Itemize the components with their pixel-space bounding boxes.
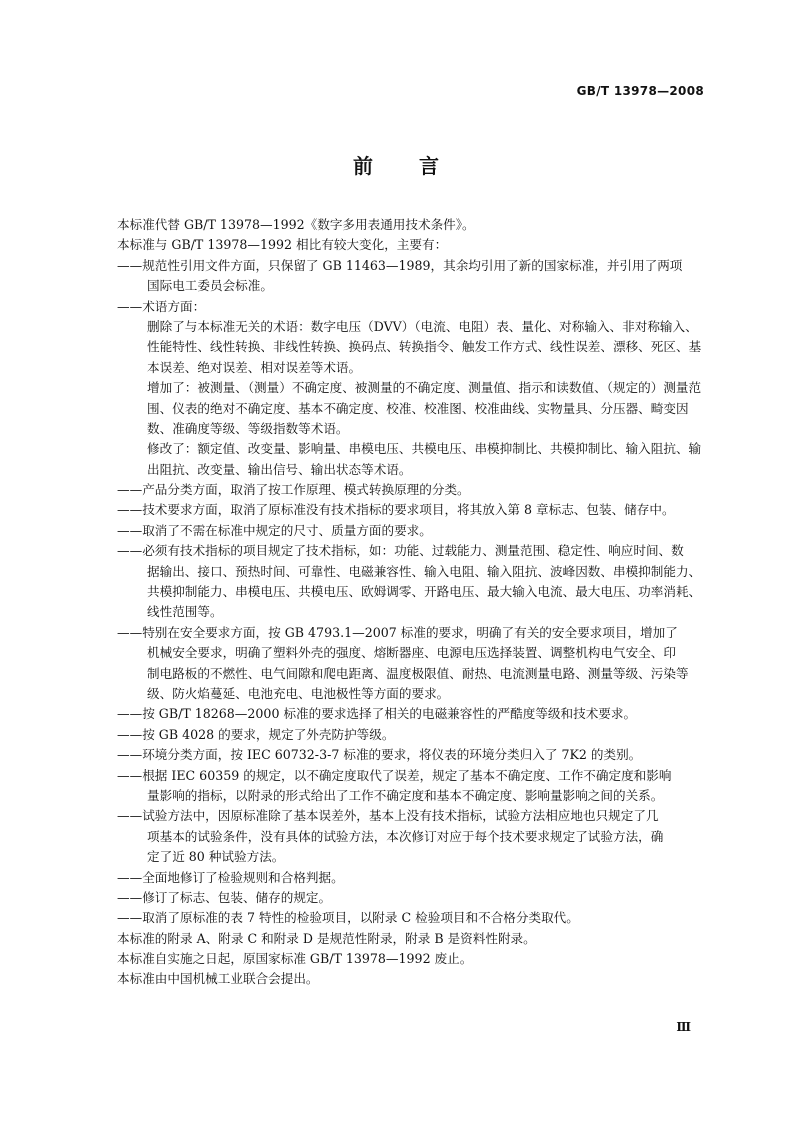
- text-line: 机械安全要求，明确了塑料外壳的强度、熔断器座、电源电压选择装置、调整机构电气安全、印: [147, 645, 676, 661]
- text-line: ——必须有技术指标的项目规定了技术指标，如：功能、过载能力、测量范围、稳定性、响应时间、数: [117, 543, 684, 559]
- text-line: 修改了：额定值、改变量、影响量、串模电压、共模电压、串模抑制比、共模抑制比、输入阻抗、输: [147, 441, 702, 457]
- text-line: 本误差、绝对误差、相对误差等术语。: [147, 359, 362, 375]
- text-line: ——根据 IEC 60359 的规定，以不确定度取代了误差，规定了基本不确定度、工作不确定度和影响: [117, 767, 672, 783]
- page-title: 前 言: [353, 154, 441, 178]
- text-line: 删除了与本标准无关的术语：数字电压（DVV）（电流、电阻）表、量化、对称输入、非对称输入、: [147, 318, 698, 334]
- text-line: 围、仪表的绝对不确定度、基本不确定度、校准、校准图、校准曲线、实物量具、分压器、畸变因: [147, 400, 689, 416]
- text-line: ——修订了标志、包装、储存的规定。: [117, 889, 332, 905]
- text-line: 增加了：被测量、（测量）不确定度、被测量的不确定度、测量值、指示和读数值、（规定的）测量范: [147, 380, 702, 396]
- text-line: 共模抑制能力、串模电压、共模电压、欧姆调零、开路电压、最大输入电流、最大电压、功率消耗、: [147, 584, 702, 600]
- text-line: 性能特性、线性转换、非线性转换、换码点、转换指令、触发工作方式、线性误差、漂移、死区、基: [147, 339, 702, 355]
- text-line: ——环境分类方面，按 IEC 60732-3-7 标准的要求，将仪表的环境分类归入了 7K2 的类别。: [117, 747, 642, 763]
- text-line: ——试验方法中，因原标准除了基本误差外，基本上没有技术指标，试验方法相应地也只规定了几: [117, 808, 659, 824]
- text-line: 本标准与 GB/T 13978—1992 相比有较大变化，主要有：: [117, 237, 448, 253]
- text-line: ——特别在安全要求方面，按 GB 4793.1—2007 标准的要求，明确了有关的安全要求项目，增加了: [117, 624, 678, 640]
- text-line: 级、防火焰蔓延、电池充电、电池极性等方面的要求。: [147, 685, 450, 701]
- text-line: ——产品分类方面，取消了按工作原理、模式转换原理的分类。: [117, 482, 470, 498]
- foreword-body: [117, 215, 709, 990]
- text-line: 本标准的附录 A、附录 C 和附录 D 是规范性附录，附录 B 是资料性附录。: [117, 930, 536, 946]
- text-line: 量影响的指标，以附录的形式给出了工作不确定度和基本不确定度、影响量影响之间的关系。: [147, 787, 664, 803]
- text-line: 本标准代替 GB/T 13978—1992《数字多用表通用技术条件》。: [117, 217, 475, 232]
- text-line: 出阻抗、改变量、输出信号、输出状态等术语。: [147, 461, 412, 477]
- text-line: 本标准自实施之日起，原国家标准 GB/T 13978—1992 废止。: [117, 951, 473, 967]
- text-line: ——取消了原标准的表 7 特性的检验项目，以附录 C 检验项目和不合格分类取代。: [117, 910, 579, 926]
- standard-number-header: GB/T 13978—2008: [576, 84, 704, 98]
- text-line: ——全面地修订了检验规则和合格判据。: [117, 869, 344, 885]
- text-line: ——按 GB/T 18268—2000 标准的要求选择了相关的电磁兼容性的严酷度等级和技术要求。: [117, 706, 637, 722]
- text-line: ——术语方面：: [117, 298, 206, 314]
- text-line: 制电路板的不燃性、电气间隙和爬电距离、温度极限值、耐热、电流测量电路、测量等级、污染等: [147, 665, 689, 681]
- text-line: 项基本的试验条件，没有具体的试验方法，本次修订对应于每个技术要求规定了试验方法，确: [147, 828, 664, 844]
- text-line: 线性范围等。: [147, 604, 223, 620]
- text-line: ——按 GB 4028 的要求，规定了外壳防护等级。: [117, 726, 395, 742]
- text-line: 国际电工委员会标准。: [147, 278, 273, 294]
- text-line: 本标准由中国机械工业联合会提出。: [117, 971, 319, 987]
- text-line: 据输出、接口、预热时间、可靠性、电磁兼容性、输入电阻、输入阻抗、波峰因数、串模抑制能力、: [147, 563, 702, 579]
- text-line: ——规范性引用文件方面，只保留了 GB 11463—1989，其余均引用了新的国家标准，并引用了两项: [117, 257, 683, 273]
- text-line: 数、准确度等级、等级指数等术语。: [147, 420, 349, 436]
- text-line: ——取消了不需在标准中规定的尺寸、质量方面的要求。: [117, 522, 432, 538]
- page-number: Ⅲ: [676, 1020, 691, 1034]
- text-line: 定了近 80 种试验方法。: [147, 849, 285, 865]
- text-line: ——技术要求方面，取消了原标准没有技术指标的要求项目，将其放入第 8 章标志、包装、储存中。: [117, 502, 675, 518]
